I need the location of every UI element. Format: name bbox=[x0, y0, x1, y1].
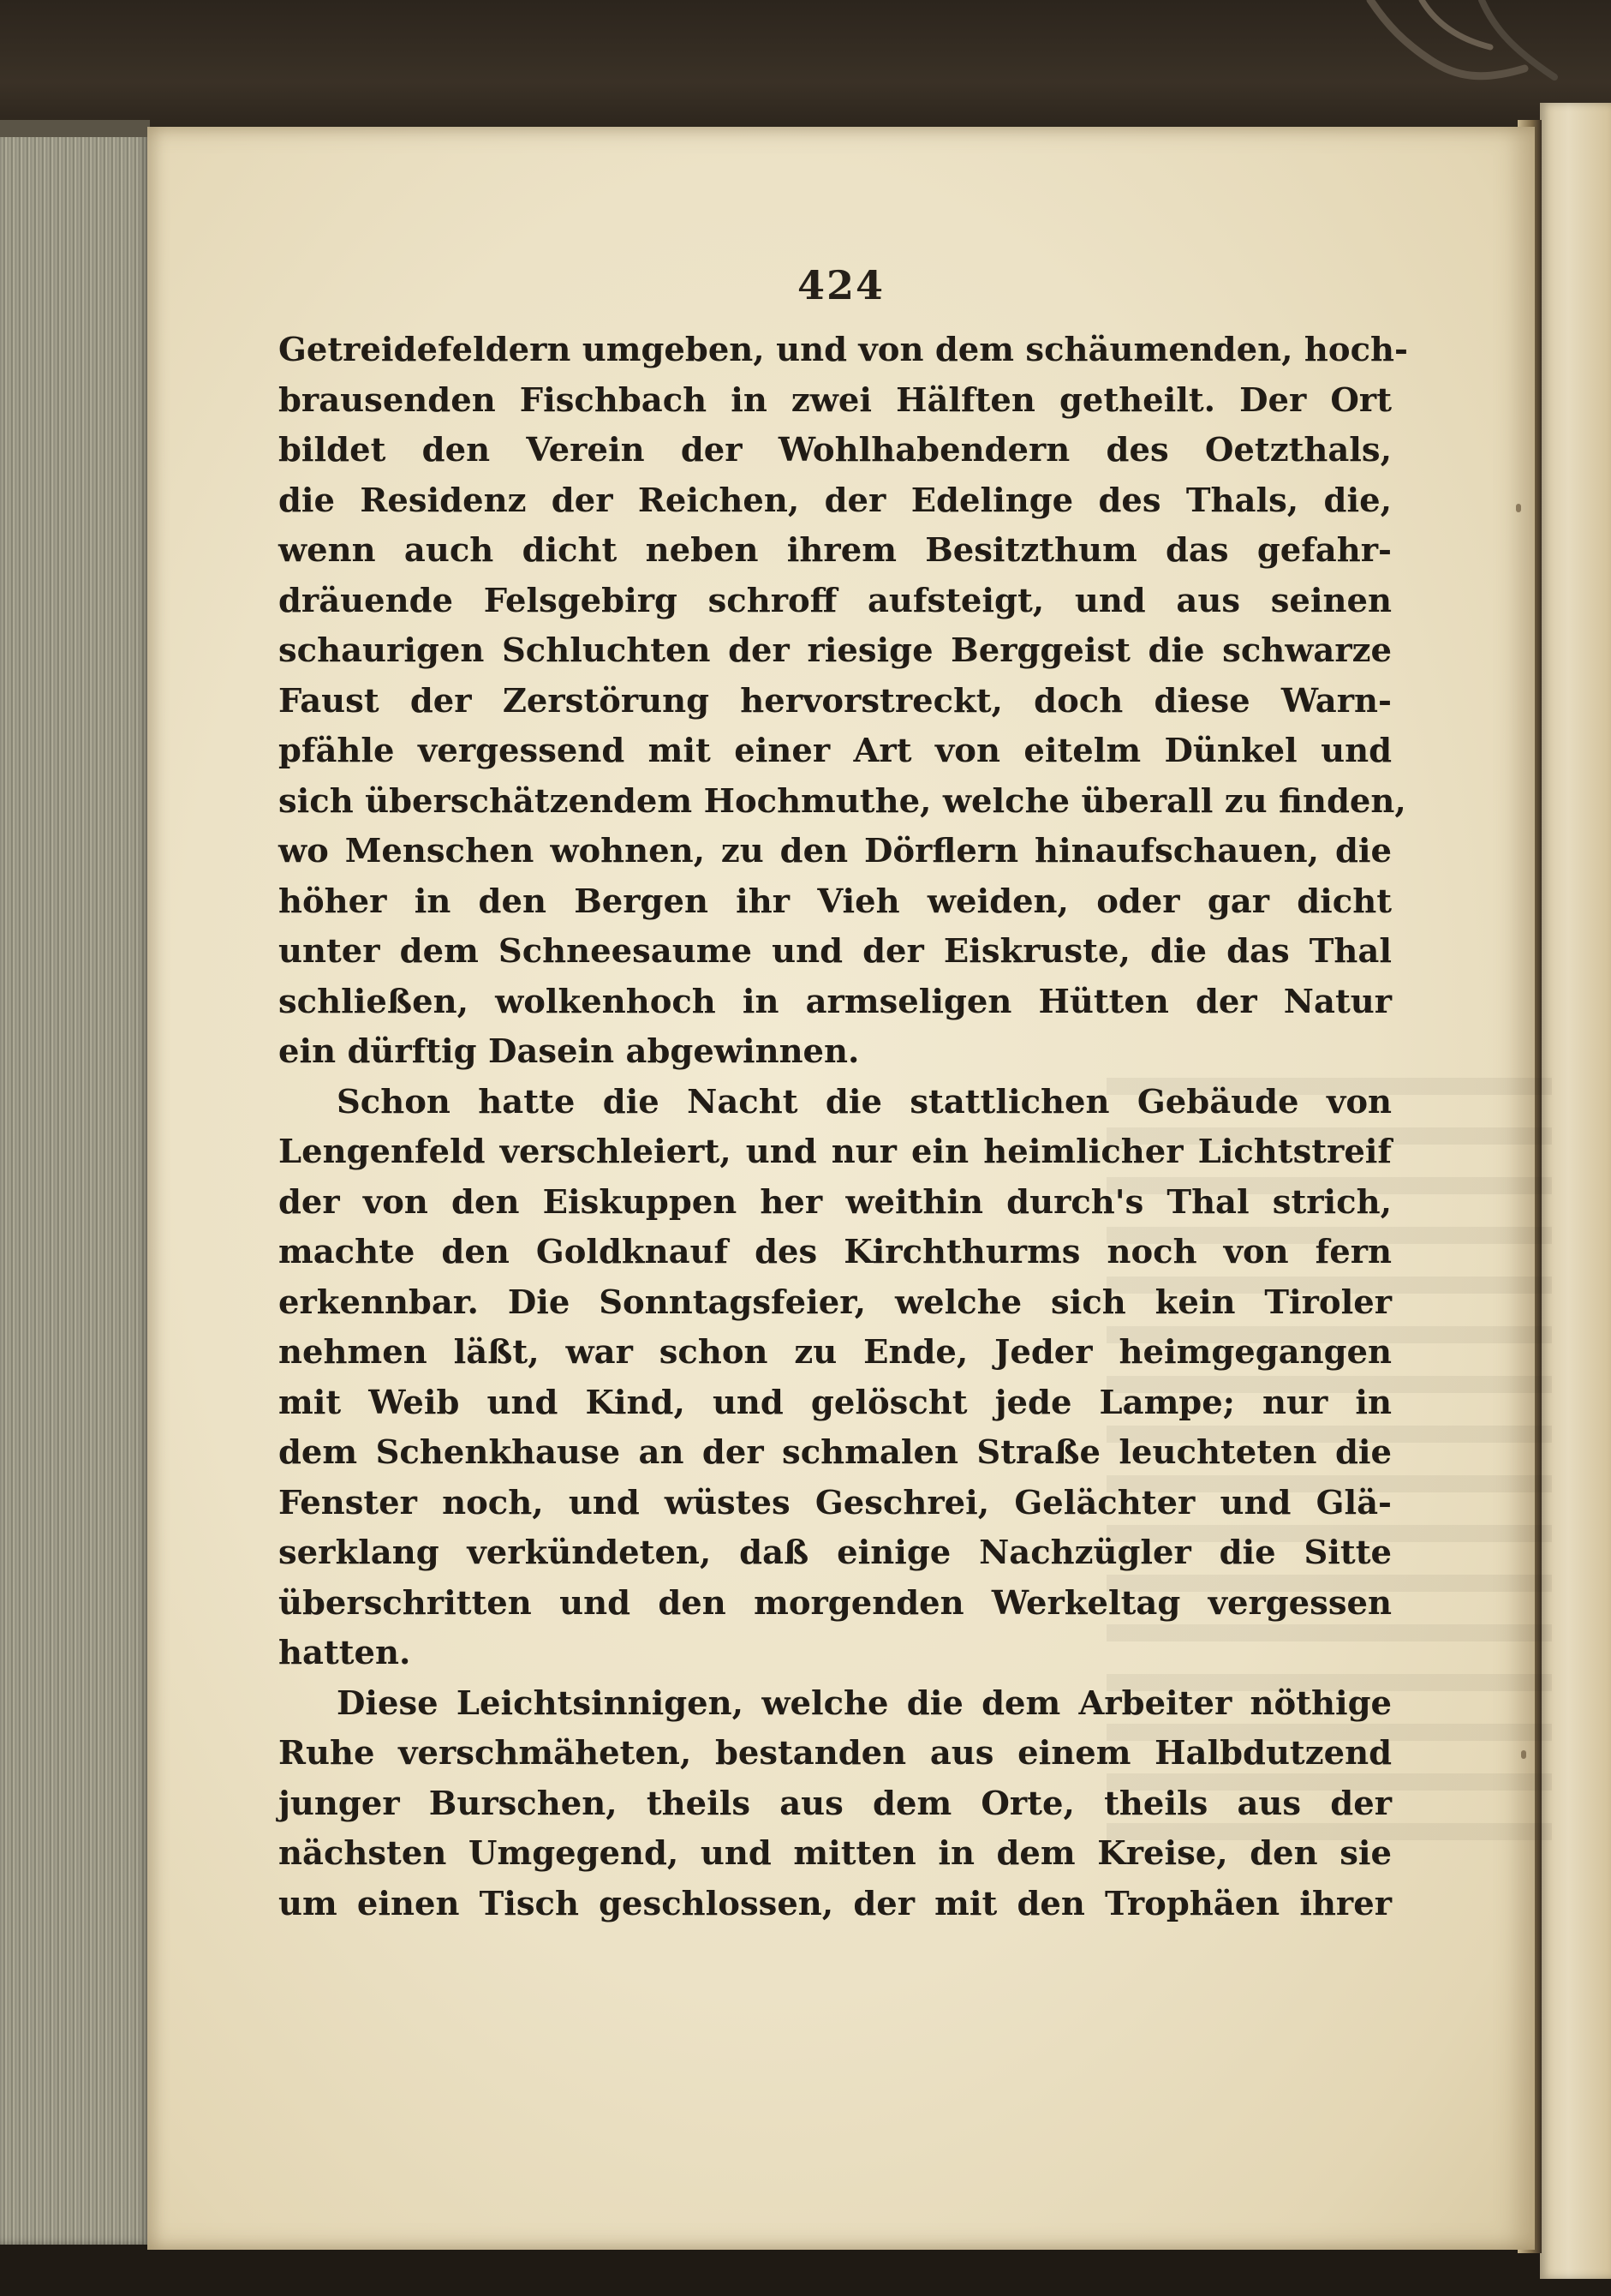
body-text bbox=[278, 326, 1408, 1929]
text-line: hatten. bbox=[278, 1634, 411, 1672]
text-line: sich überschätzendem Hochmuthe, welche überall zu finden, bbox=[278, 781, 1406, 821]
text-line: um einen Tisch geschlossen, der mit den Trophäen ihrer bbox=[278, 1884, 1392, 1923]
text-line: schließen, wolkenhoch in armseligen Hütten der Natur bbox=[278, 982, 1392, 1021]
text-line: Schon hatte die Nacht die stattlichen Gebäude von bbox=[337, 1082, 1392, 1121]
text-line: dem Schenkhause an der schmalen Straße leuchteten die bbox=[278, 1433, 1392, 1472]
text-line: unter dem Schneesaume und der Eiskruste, die das Thal bbox=[278, 932, 1392, 971]
text-line: Faust der Zerstörung hervorstreckt, doch diese Warn- bbox=[278, 681, 1392, 720]
text-line: nächsten Umgegend, und mitten in dem Kreise, den sie bbox=[278, 1834, 1392, 1873]
text-line: Getreidefeldern umgeben, und von dem schäumenden, hoch- bbox=[278, 331, 1408, 369]
page-number: 424 bbox=[797, 262, 886, 308]
text-line: Diese Leichtsinnigen, welche die dem Arbeiter nöthige bbox=[337, 1683, 1392, 1723]
text-line: Lengenfeld verschleiert, und nur ein heimlicher Lichtstreif bbox=[278, 1133, 1392, 1171]
text-line: Ruhe verschmäheten, bestanden aus einem Halbdutzend bbox=[278, 1734, 1392, 1773]
text-line: der von den Eiskuppen her weithin durch's Thal strich, bbox=[278, 1182, 1392, 1222]
text-line: nehmen läßt, war schon zu Ende, Jeder heimgegangen bbox=[278, 1333, 1392, 1372]
text-line: überschritten und den morgenden Werkeltag vergessen bbox=[278, 1583, 1392, 1623]
text-line: schaurigen Schluchten der riesige Berggeist die schwarze bbox=[278, 631, 1392, 670]
text-line: wenn auch dicht neben ihrem Besitzthum das gefahr- bbox=[278, 531, 1392, 570]
text-line: junger Burschen, theils aus dem Orte, theils aus der bbox=[278, 1784, 1392, 1823]
text-line: dräuende Felsgebirg schroff aufsteigt, und aus seinen bbox=[278, 581, 1392, 620]
page-block-top bbox=[0, 120, 150, 137]
text-line: pfähle vergessend mit einer Art von eitelm Dünkel und bbox=[278, 732, 1392, 770]
paper-mark bbox=[1516, 504, 1521, 512]
text-line: ein dürftig Dasein abgewinnen. bbox=[278, 1032, 860, 1071]
text-line: wo Menschen wohnen, zu den Dörflern hinaufschauen, die bbox=[278, 832, 1392, 870]
text-line: brausenden Fischbach in zwei Hälften getheilt. Der Ort bbox=[278, 380, 1392, 420]
text-line: Fenster noch, und wüstes Geschrei, Gelächter und Glä- bbox=[278, 1483, 1392, 1522]
binding-cord-icon bbox=[1353, 0, 1559, 94]
text-line: serklang verkündeten, daß einige Nachzügler die Sitte bbox=[278, 1534, 1392, 1572]
text-line: erkennbar. Die Sonntagsfeier, welche sich kein Tiroler bbox=[278, 1283, 1392, 1322]
text-line: machte den Goldknauf des Kirchthurms noch von fern bbox=[278, 1233, 1392, 1271]
text-line: höher in den Bergen ihr Vieh weiden, oder gar dicht bbox=[278, 882, 1392, 921]
paper-mark bbox=[1521, 1750, 1526, 1759]
page-block-edges bbox=[0, 120, 150, 2245]
text-line: bildet den Verein der Wohlhabendern des Oetzthals, bbox=[278, 431, 1392, 469]
text-line: mit Weib und Kind, und gelöscht jede Lampe; nur in bbox=[278, 1383, 1392, 1422]
text-line: die Residenz der Reichen, der Edelinge des Thals, die, bbox=[278, 481, 1392, 520]
